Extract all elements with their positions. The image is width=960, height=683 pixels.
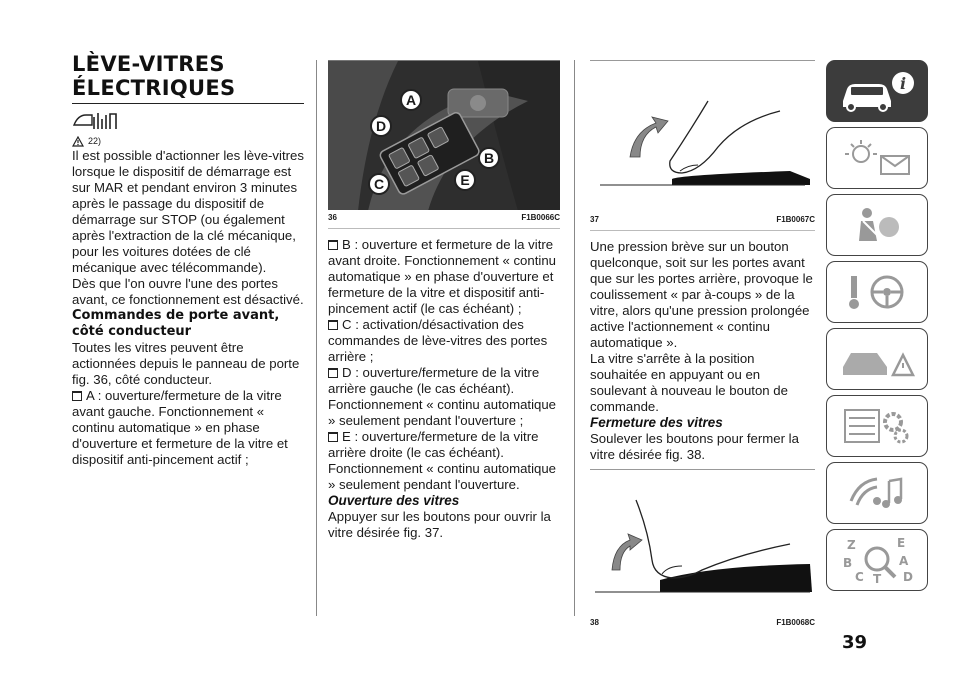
tab-dashboard[interactable]: [826, 127, 928, 189]
callout-e: E: [454, 169, 476, 191]
section-title: [72, 52, 304, 100]
bullet-marker-icon: [328, 368, 338, 378]
figure-36-photo: [328, 60, 560, 210]
bullet-marker-icon: [72, 391, 82, 401]
figure-36-caption: [328, 213, 560, 229]
opening-paragraph: Appuyer sur les boutons pour ouvrir la vitre désirée fig. 37.: [328, 509, 551, 540]
figure-38-number: 38: [590, 618, 599, 627]
figure-37-number: 37: [590, 215, 599, 224]
intro-paragraph: Il est possible d'actionner les lève-vitres lorsque le dispositif de démarrage est sur MAR et pendant environ 3 minutes après le passage du dispositif de démarrage sur STOP (ou également après l'extraction de la clé mécanique, pour les voitures dotées de clé mécanique avec télécommande).: [72, 148, 304, 275]
bullet-c: [328, 317, 560, 365]
column-right: [590, 60, 815, 641]
index-letter-e: E: [897, 536, 906, 550]
stop-paragraph: La vitre s'arrête à la position souhaitée en appuyant ou en soulevant à nouveau le bouton de commande.: [590, 351, 788, 414]
bullet-b-text: B : ouverture et fermeture de la vitre avant droite. Fonctionnement « continu automatique » en phase d'ouverture et fermeture de la vitre et dispositif anti-pincement actif (le cas échéant) ;: [328, 237, 556, 316]
figure-38-code: F1B0068C: [776, 618, 815, 627]
callout-b: B: [478, 147, 500, 169]
power-window-symbol-icon: [72, 111, 118, 131]
dashboard-lights-icon: [837, 136, 917, 180]
tab-emergency[interactable]: [826, 328, 928, 390]
chapter-tabs: [826, 60, 928, 596]
airbag-safety-icon: [837, 203, 917, 247]
warning-row: [72, 134, 304, 148]
index-letter-a: A: [899, 554, 909, 568]
column-divider: [316, 60, 317, 616]
bullet-e-text: E : ouverture/fermeture de la vitre arrière droite (le cas échéant). Fonctionnement « continu automatique » seulement pendant l'ouverture.: [328, 429, 556, 492]
finger-lift-drawing: [590, 470, 815, 615]
callout-d: D: [370, 115, 392, 137]
index-search-icon: [837, 535, 917, 585]
press-paragraph: Une pression brève sur un bouton quelconque, soit sur les portes avant que sur les portes arrière, provoque le coulissement « par à-coups » de la vitre, alors qu'une pression prolongée active l'actionnement « continu automatique ».: [590, 239, 813, 350]
index-letter-z: Z: [847, 538, 856, 552]
warning-reference: 22): [88, 136, 102, 146]
bullet-marker-icon: [328, 432, 338, 442]
bullet-c-text: C : activation/désactivation des commandes de lève-vitres des portes arrière ;: [328, 317, 548, 364]
figure-36-number: 36: [328, 213, 337, 222]
tab-safety[interactable]: [826, 194, 928, 256]
doors-paragraph: Dès que l'on ouvre l'une des portes avant, ce fonctionnement est désactivé.: [72, 276, 304, 307]
finger-press-drawing: [590, 61, 815, 212]
figure-36-code: F1B0066C: [521, 213, 560, 222]
index-letter-b: B: [843, 556, 853, 570]
closing-paragraph: Soulever les boutons pour fermer la vitre désirée fig. 38.: [590, 431, 799, 462]
tab-index[interactable]: [826, 529, 928, 591]
driver-controls-heading: Commandes de porte avant, côté conducteur: [72, 308, 280, 339]
figure-38-illustration: [590, 469, 815, 615]
bullet-e: [328, 429, 560, 493]
maintenance-gears-icon: [837, 404, 917, 448]
tab-maintenance[interactable]: [826, 395, 928, 457]
bullet-d: [328, 365, 560, 429]
bullet-b: [328, 237, 560, 317]
symbol-row: [72, 110, 304, 132]
bullet-d-text: D : ouverture/fermeture de la vitre arrière gauche (le cas échéant). Fonctionnement « continu automatique » seulement pendant l'ouverture ;: [328, 365, 556, 428]
warning-triangle-icon: [72, 136, 84, 147]
column-divider: [574, 60, 575, 616]
figure-38-caption: [590, 618, 815, 633]
figure-37-illustration: [590, 60, 815, 212]
tab-multimedia[interactable]: [826, 462, 928, 524]
tab-starting-driving[interactable]: [826, 261, 928, 323]
section-title-line2: ÉLECTRIQUES: [72, 76, 236, 100]
section-title-line1: LÈVE-VITRES: [72, 52, 225, 76]
emergency-triangle-icon: [837, 337, 917, 381]
bullet-marker-icon: [328, 320, 338, 330]
index-letter-c: C: [855, 570, 864, 584]
bullet-marker-icon: [328, 240, 338, 250]
multimedia-icon: [837, 471, 917, 515]
driver-controls-paragraph: Toutes les vitres peuvent être actionnées depuis le panneau de porte fig. 36, côté conducteur.: [72, 340, 300, 387]
closing-heading: Fermeture des vitres: [590, 415, 723, 430]
callout-a: A: [400, 89, 422, 111]
bullet-a-text: A : ouverture/fermeture de la vitre avant gauche. Fonctionnement « continu automatique » en phase d'ouverture et fermeture de la vitre et dispositif anti-pincement actif ;: [72, 388, 288, 467]
tab-car-info[interactable]: [826, 60, 928, 122]
bullet-a: [72, 388, 304, 468]
column-left: [72, 52, 304, 468]
callout-c: C: [368, 173, 390, 195]
figure-37-caption: [590, 215, 815, 231]
car-info-icon: [837, 69, 917, 113]
svg-text:i: i: [899, 74, 907, 93]
door-panel-illustration: [328, 61, 560, 210]
figure-37-code: F1B0067C: [776, 215, 815, 224]
steering-key-icon: [837, 270, 917, 314]
index-letter-t: T: [873, 572, 882, 585]
opening-heading: Ouverture des vitres: [328, 493, 460, 508]
column-middle: [328, 60, 560, 541]
page-number: 39: [842, 632, 868, 653]
title-rule: [72, 103, 304, 104]
index-letter-d: D: [903, 570, 913, 584]
